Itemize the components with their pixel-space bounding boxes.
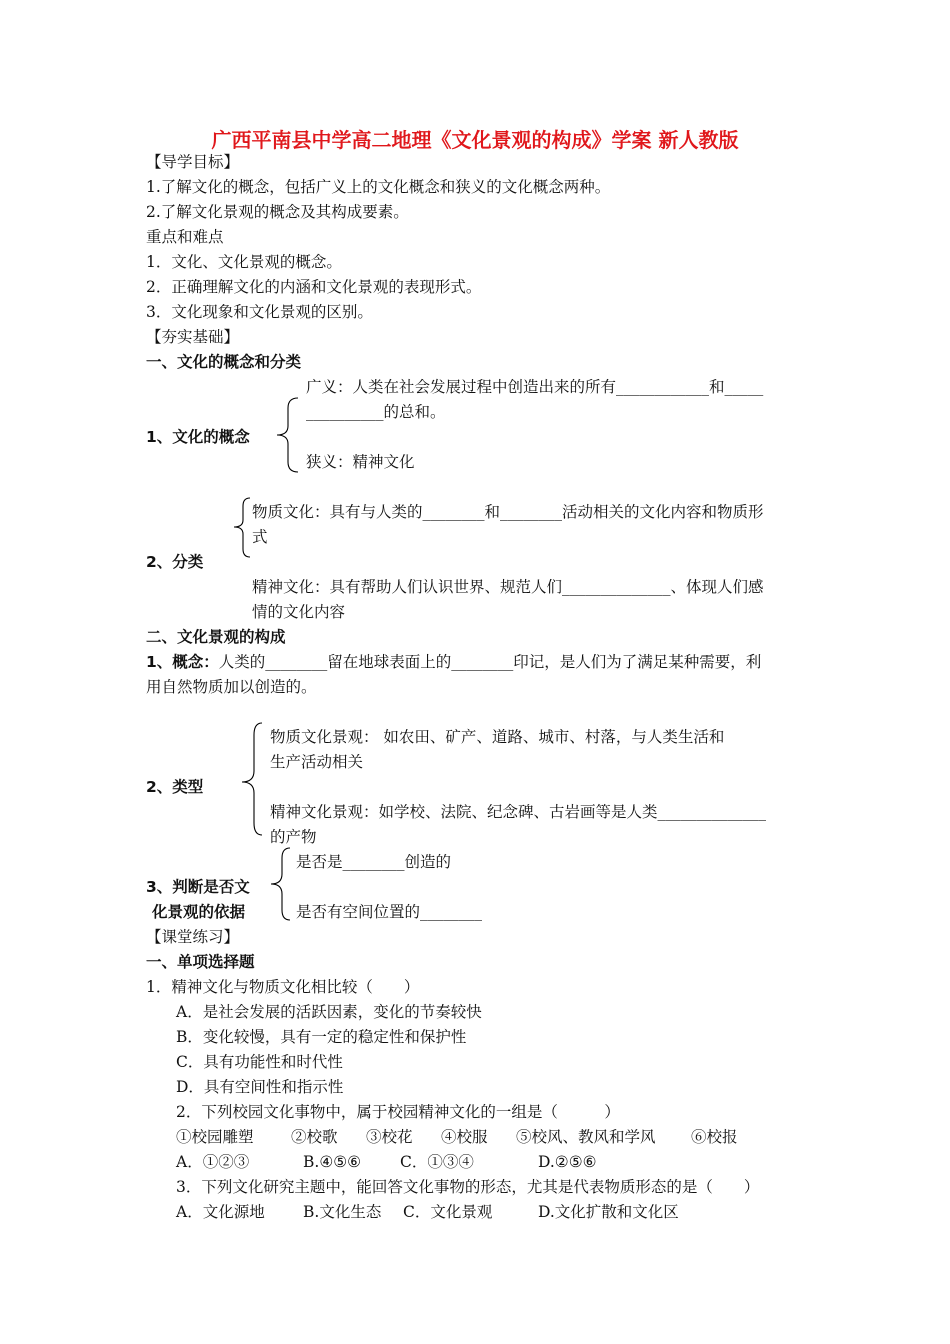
answer-option: A．文化源地 xyxy=(176,1203,265,1221)
answer-option: C．具有功能性和时代性 xyxy=(176,1053,343,1071)
answer-option: B．变化较慢，具有一定的稳定性和保护性 xyxy=(176,1028,467,1046)
spiritual-landscape-text: 精神文化景观：如学校、法院、纪念碑、古岩画等是人类______________ xyxy=(270,803,767,821)
choice-item: ①校园雕塑 xyxy=(176,1128,254,1146)
landscape-concept-cont: 用自然物质加以创造的。 xyxy=(146,678,317,696)
judge-label-cont: 化景观的依据 xyxy=(152,903,246,921)
practice-header: 【课堂练习】 xyxy=(146,928,240,946)
spiritual-culture-text: 精神文化：具有帮助人们认识世界、规范人们______________、体现人们感 xyxy=(252,578,764,596)
goals-header: 【导学目标】 xyxy=(146,153,240,171)
classification-label: 2、分类 xyxy=(146,553,204,571)
key-point-item: 3．文化现象和文化景观的区别。 xyxy=(146,303,373,321)
judge-label: 3、判断是否文 xyxy=(146,878,250,896)
material-culture-text: 物质文化：具有与人类的________和________活动相关的文化内容和物质形 xyxy=(252,503,764,521)
section-title: 一、单项选择题 xyxy=(146,953,255,971)
answer-option: D．具有空间性和指示性 xyxy=(176,1078,344,1096)
question-stem: 3．下列文化研究主题中，能回答文化事物的形态，尤其是代表物质形态的是（ ） xyxy=(176,1178,760,1196)
culture-concept-label: 1、文化的概念 xyxy=(146,428,250,446)
answer-option: B.文化生态 xyxy=(303,1203,382,1221)
type-label: 2、类型 xyxy=(146,778,204,796)
narrow-definition: 狭义：精神文化 xyxy=(306,453,415,471)
judge-criterion: 是否有空间位置的________ xyxy=(296,903,483,921)
brace-icon xyxy=(266,846,294,922)
concept-text: 人类的________留在地球表面上的________印记，是人们为了满足某种需要，利 xyxy=(218,653,762,671)
choice-item: ③校花 xyxy=(366,1128,413,1146)
brace-icon xyxy=(230,496,254,560)
goal-item: 2.了解文化景观的概念及其构成要素。 xyxy=(146,203,409,221)
section-title: 二、文化景观的构成 xyxy=(146,628,286,646)
answer-option: C．文化景观 xyxy=(403,1203,493,1221)
basics-header: 【夯实基础】 xyxy=(146,328,240,346)
section-title: 一、文化的概念和分类 xyxy=(146,353,302,371)
answer-option: D.②⑤⑥ xyxy=(538,1153,597,1171)
spiritual-landscape-text-cont: 的产物 xyxy=(270,828,317,846)
answer-option: D.文化扩散和文化区 xyxy=(538,1203,679,1221)
answer-option: A．①②③ xyxy=(176,1153,250,1171)
key-point-item: 2．正确理解文化的内涵和文化景观的表现形式。 xyxy=(146,278,482,296)
key-point-item: 1．文化、文化景观的概念。 xyxy=(146,253,342,271)
spiritual-culture-text-cont: 情的文化内容 xyxy=(252,603,346,621)
judge-criterion: 是否是________创造的 xyxy=(296,853,452,871)
choice-item: ⑥校报 xyxy=(691,1128,738,1146)
material-landscape-text: 物质文化景观： 如农田、矿产、道路、城市、村落，与人类生活和 xyxy=(270,728,725,746)
answer-option: C．①③④ xyxy=(400,1153,474,1171)
choice-item: ②校歌 xyxy=(291,1128,338,1146)
choice-item: ⑤校风、教风和学风 xyxy=(516,1128,656,1146)
material-culture-text-cont: 式 xyxy=(252,528,268,546)
brace-icon xyxy=(236,721,266,837)
question-stem: 2．下列校园文化事物中，属于校园精神文化的一组是（ ） xyxy=(176,1103,620,1121)
key-points-header: 重点和难点 xyxy=(146,228,224,246)
choice-item: ④校服 xyxy=(441,1128,488,1146)
goal-item: 1.了解文化的概念，包括广义上的文化概念和狭义的文化概念两种。 xyxy=(146,178,611,196)
question-stem: 1．精神文化与物质文化相比较（ ） xyxy=(146,978,420,996)
landscape-concept xyxy=(146,652,761,672)
broad-definition: 广义：人类在社会发展过程中创造出来的所有____________和_____ xyxy=(306,378,764,396)
broad-definition-cont: __________的总和。 xyxy=(306,403,446,421)
concept-label: 1、概念： xyxy=(146,653,219,671)
document-title: 广西平南县中学高二地理《文化景观的构成》学案 新人教版 xyxy=(211,128,739,152)
material-landscape-text-cont: 生产活动相关 xyxy=(270,753,364,771)
brace-icon xyxy=(272,396,302,474)
answer-option: A．是社会发展的活跃因素，变化的节奏较快 xyxy=(176,1003,482,1021)
answer-option: B.④⑤⑥ xyxy=(303,1153,362,1171)
